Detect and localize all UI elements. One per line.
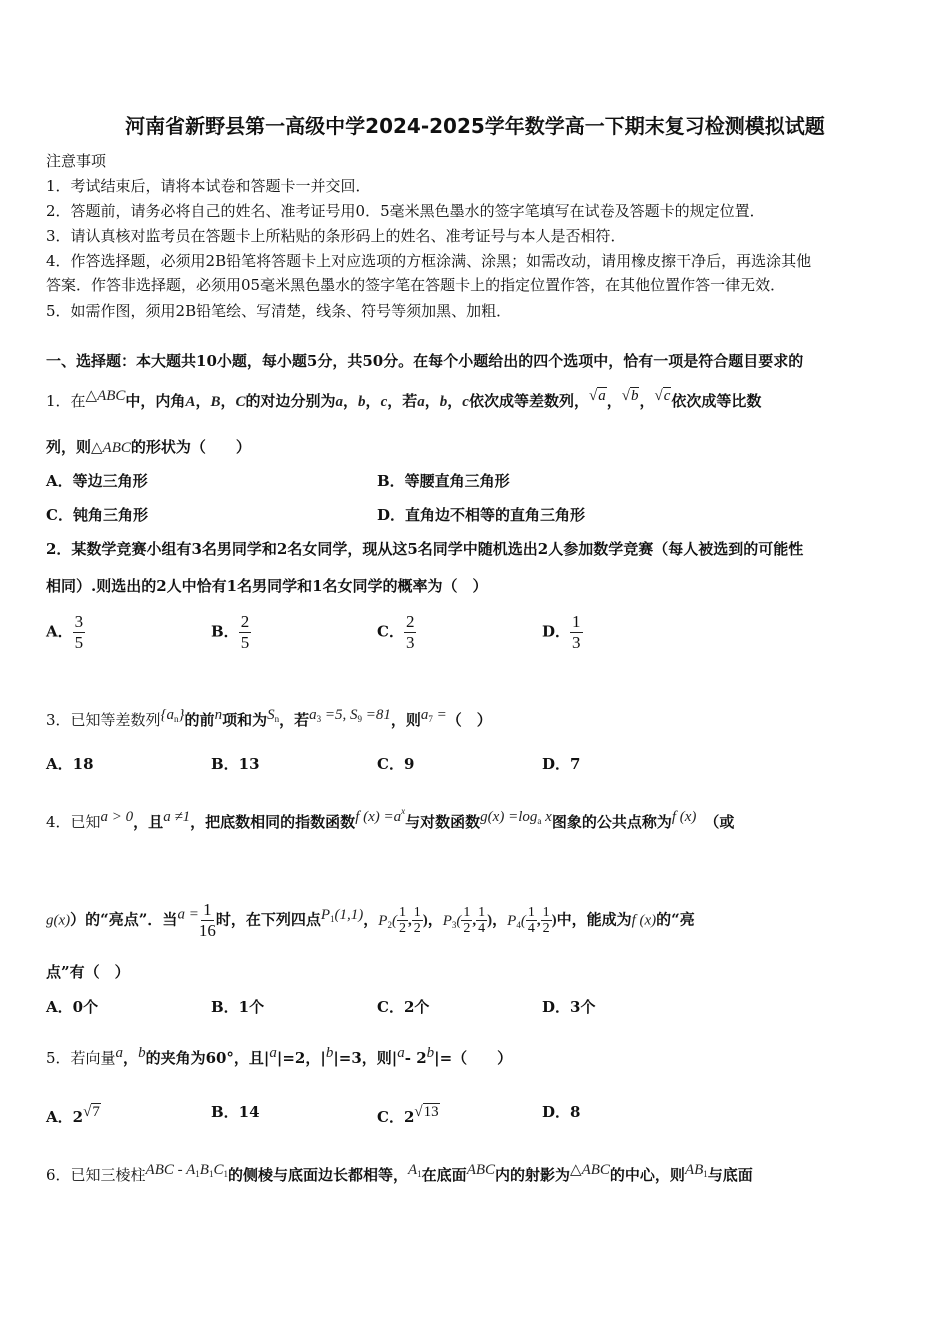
q5-option-c[interactable]: C．2√13	[377, 1104, 439, 1126]
q4-option-a[interactable]: A．0个	[46, 998, 99, 1016]
notice-item: 1．考试结束后，请将本试卷和答题卡一并交回．	[46, 177, 371, 195]
question-6: 6．已知三棱柱ABC - $A_1B_1C_1$的侧棱与底面边长都相等，$A_1$在底面ABC内的射影为△ABC的中心，则$AB_1$与底面	[46, 1162, 753, 1184]
question-2-line2: 相同）.则选出的2人中恰有1名男同学和1名女同学的概率为（ ）	[46, 577, 488, 595]
q5-option-b[interactable]: B．14	[211, 1103, 260, 1121]
question-4-line2: g(x)）的“亮点”．当a = $\frac{1}{16}$ 时，在下列四点$P_1(1,1)$，$P_2$( $\frac{1}{2}$ , $\frac{1}{2}$ )，$P_3$( $\frac{1}{2}$ , $\frac{1}{4}$ )，$P_4$( $\frac{1}{4}$ , $\frac{1}{2}$ )中，能成为f (x)的“亮	[46, 900, 695, 940]
q3-option-a[interactable]: A．18	[46, 755, 94, 773]
notice-item: 答案．作答非选择题，必须用05毫米黑色墨水的签字笔在答题卡上的指定位置作答，在其他位置作答一律无效．	[46, 276, 786, 294]
q1-option-b[interactable]: B．等腰直角三角形	[377, 472, 510, 490]
q4-option-b[interactable]: B．1个	[211, 998, 265, 1016]
question-1: 1．在△ABC中，内角A，B，C的对边分别为a，b，c，若a，b，c依次成等差数列，√a，√b，√c依次成等比数	[46, 388, 762, 410]
page-title: 河南省新野县第一高级中学2024-2025学年数学高一下期末复习检测模拟试题	[125, 114, 825, 138]
question-1-line2: 列，则△ABC的形状为（ ）	[46, 438, 251, 456]
q4-option-d[interactable]: D．3个	[542, 998, 596, 1016]
q5-option-d[interactable]: D．8	[542, 1103, 581, 1121]
question-2: 2．某数学竞赛小组有3名男同学和2名女同学，现从这5名同学中随机选出2人参加数学竞赛（每人被选到的可能性	[46, 540, 804, 558]
notice-heading: 注意事项	[46, 152, 107, 170]
q1-num: 1．在	[46, 392, 86, 410]
q1-option-c[interactable]: C．钝角三角形	[46, 506, 148, 524]
q2-option-c[interactable]: C． $\frac{2}{3}$	[377, 612, 415, 652]
q2-option-b[interactable]: B． $\frac{2}{5}$	[211, 612, 250, 652]
notice-item: 5．如需作图，须用2B铅笔绘、写清楚，线条、符号等须加黑、加粗．	[46, 302, 512, 320]
fraction: $\frac{2}{5}$	[240, 612, 250, 652]
q2-option-d[interactable]: D． $\frac{1}{3}$	[542, 612, 581, 652]
q3-option-c[interactable]: C．9	[377, 755, 415, 773]
notice-item: 4．作答选择题，必须用2B铅笔将答题卡上对应选项的方框涂满、涂黑；如需改动，请用橡皮擦干净后，再选涂其他	[46, 252, 812, 270]
section-heading: 一、选择题：本大题共10小题，每小题5分，共50分。在每个小题给出的四个选项中，恰有一项是符合题目要求的	[46, 352, 804, 370]
notice-item: 2．答题前，请务必将自己的姓名、准考证号用0．5毫米黑色墨水的签字笔填写在试卷及答题卡的规定位置．	[46, 202, 765, 220]
q5-option-a[interactable]: A．2√7	[46, 1104, 100, 1126]
q4-option-c[interactable]: C．2个	[377, 998, 430, 1016]
q1-option-d[interactable]: D．直角边不相等的直角三角形	[377, 506, 586, 524]
fraction: $\frac{3}{5}$	[74, 612, 84, 652]
notice-item: 3．请认真核对监考员在答题卡上所粘贴的条形码上的姓名、准考证号与本人是否相符．	[46, 227, 626, 245]
question-4-line3: 点”有（ ）	[46, 963, 130, 981]
question-4: 4．已知a > 0，且a ≠1，把底数相同的指数函数f $(x) =a^x$与对数函数$g(x) =\log_a$ x图象的公共点称为f (x) （或	[46, 806, 735, 831]
fraction: $\frac{1}{3}$	[572, 612, 581, 652]
q3-option-b[interactable]: B．13	[211, 755, 260, 773]
q1-option-a[interactable]: A．等边三角形	[46, 472, 148, 490]
question-5: 5．若向量a，b的夹角为60°，且|a|=2，|b|=3，则|a- 2b|=（ ）	[46, 1045, 513, 1067]
fraction: $\frac{1}{16}$	[198, 900, 216, 940]
fraction: $\frac{2}{3}$	[405, 612, 415, 652]
q2-option-a[interactable]: A． $\frac{3}{5}$	[46, 612, 84, 652]
question-3: 3．已知等差数列$\{a_n\}$的前n项和为$S_n$，若$a_3 =5$, $S_9 =81$，则$a_7$ =（ ）	[46, 707, 492, 729]
q3-option-d[interactable]: D．7	[542, 755, 581, 773]
